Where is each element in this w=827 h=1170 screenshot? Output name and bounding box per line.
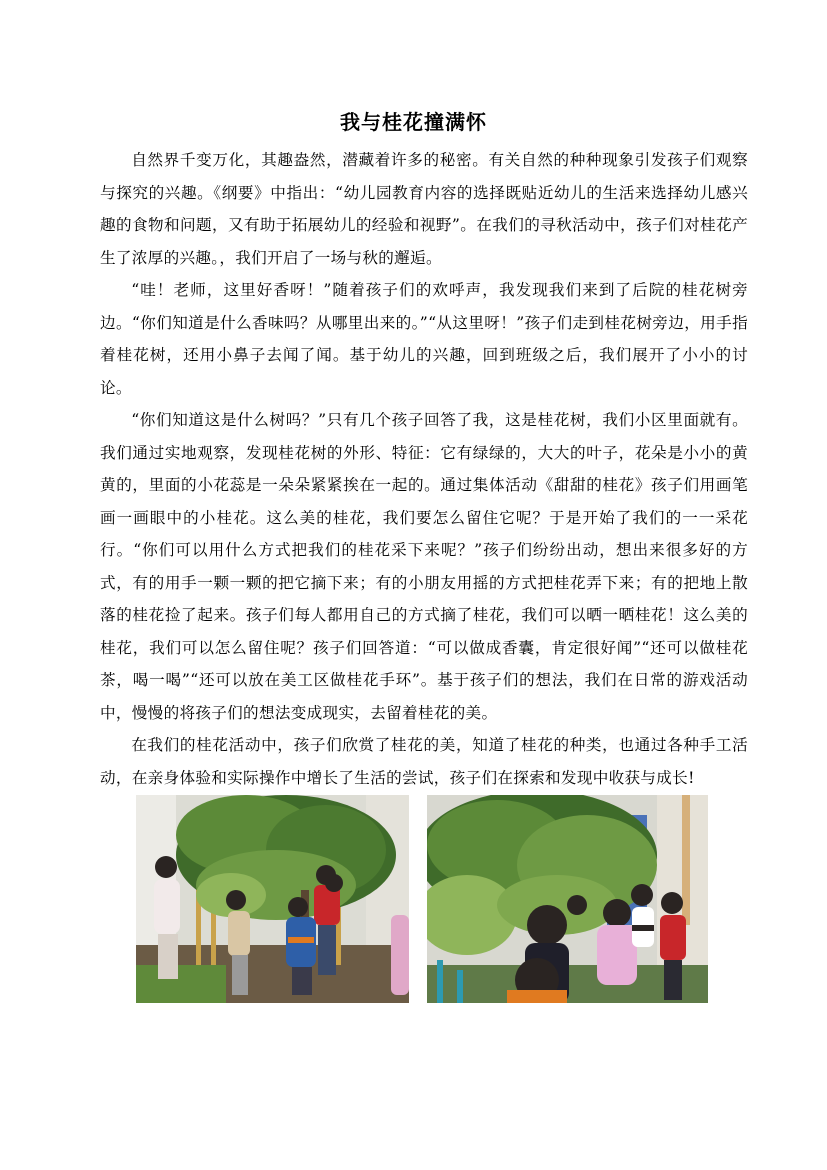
paragraph-3: “你们知道这是什么树吗？”只有几个孩子回答了我，这是桂花树，我们小区里面就有。我们通过实地观察，发现桂花树的外形、特征：它有绿绿的，大大的叶子，花朵是小小的黄黄的，里面的小花蕊是一朵朵紧紧挨在一起的。通过集体活动《甜甜的桂花》孩子们用画笔画一画眼中的小桂花。这么美的桂花，我们要怎么留住它呢？于是开始了我们的一一采花行。“你们可以用什么方式把我们的桂花采下来呢？”孩子们纷纷出动，想出来很多好的方式，有的用手一颗一颗的把它摘下来；有的小朋友用摇的方式把桂花弄下来；有的把地上散落的桂花捡了起来。孩子们每人都用自己的方式摘了桂花，我们可以晒一晒桂花！这么美的桂花，我们可以怎么留住呢？孩子们回答道：“可以做成香囊，肯定很好闻”“还可以做桂花茶，喝一喝”“还可以放在美工区做桂花手环”。基于孩子们的想法，我们在日常的游戏活动中，慢慢的将孩子们的想法变成现实，去留着桂花的美。 [100,411,748,722]
photo-illustration [136,795,409,1003]
photo-illustration [427,795,708,1003]
article-body [100,144,748,794]
paragraph-4: 在我们的桂花活动中，孩子们欣赏了桂花的美，知道了桂花的种类，也通过各种手工活动，在亲身体验和实际操作中增长了生活的尝试，孩子们在探索和发现中收获与成长! [100,736,748,787]
photo-children-examining-flowers [427,795,708,1003]
paragraph-1: 自然界千变万化，其趣盎然，潜藏着许多的秘密。有关自然的种种现象引发孩子们观察与探究的兴趣。《纲要》中指出：“幼儿园教育内容的选择既贴近幼儿的生活来选择幼儿感兴趣的食物和问题，又有助于拓展幼儿的经验和视野”。在我们的寻秋活动中，孩子们对桂花产生了浓厚的兴趣。，我们开启了一场与秋的邂逅。 [100,151,748,267]
photo-children-by-tree [136,795,409,1003]
page-title: 我与桂花撞满怀 [340,110,487,134]
paragraph-2: “哇！老师，这里好香呀！”随着孩子们的欢呼声，我发现我们来到了后院的桂花树旁边。“你们知道是什么香味吗？从哪里出来的。”“从这里呀！”孩子们走到桂花树旁边，用手指着桂花树，还用小鼻子去闻了闻。基于幼儿的兴趣，回到班级之后，我们展开了小小的讨论。 [100,281,748,397]
